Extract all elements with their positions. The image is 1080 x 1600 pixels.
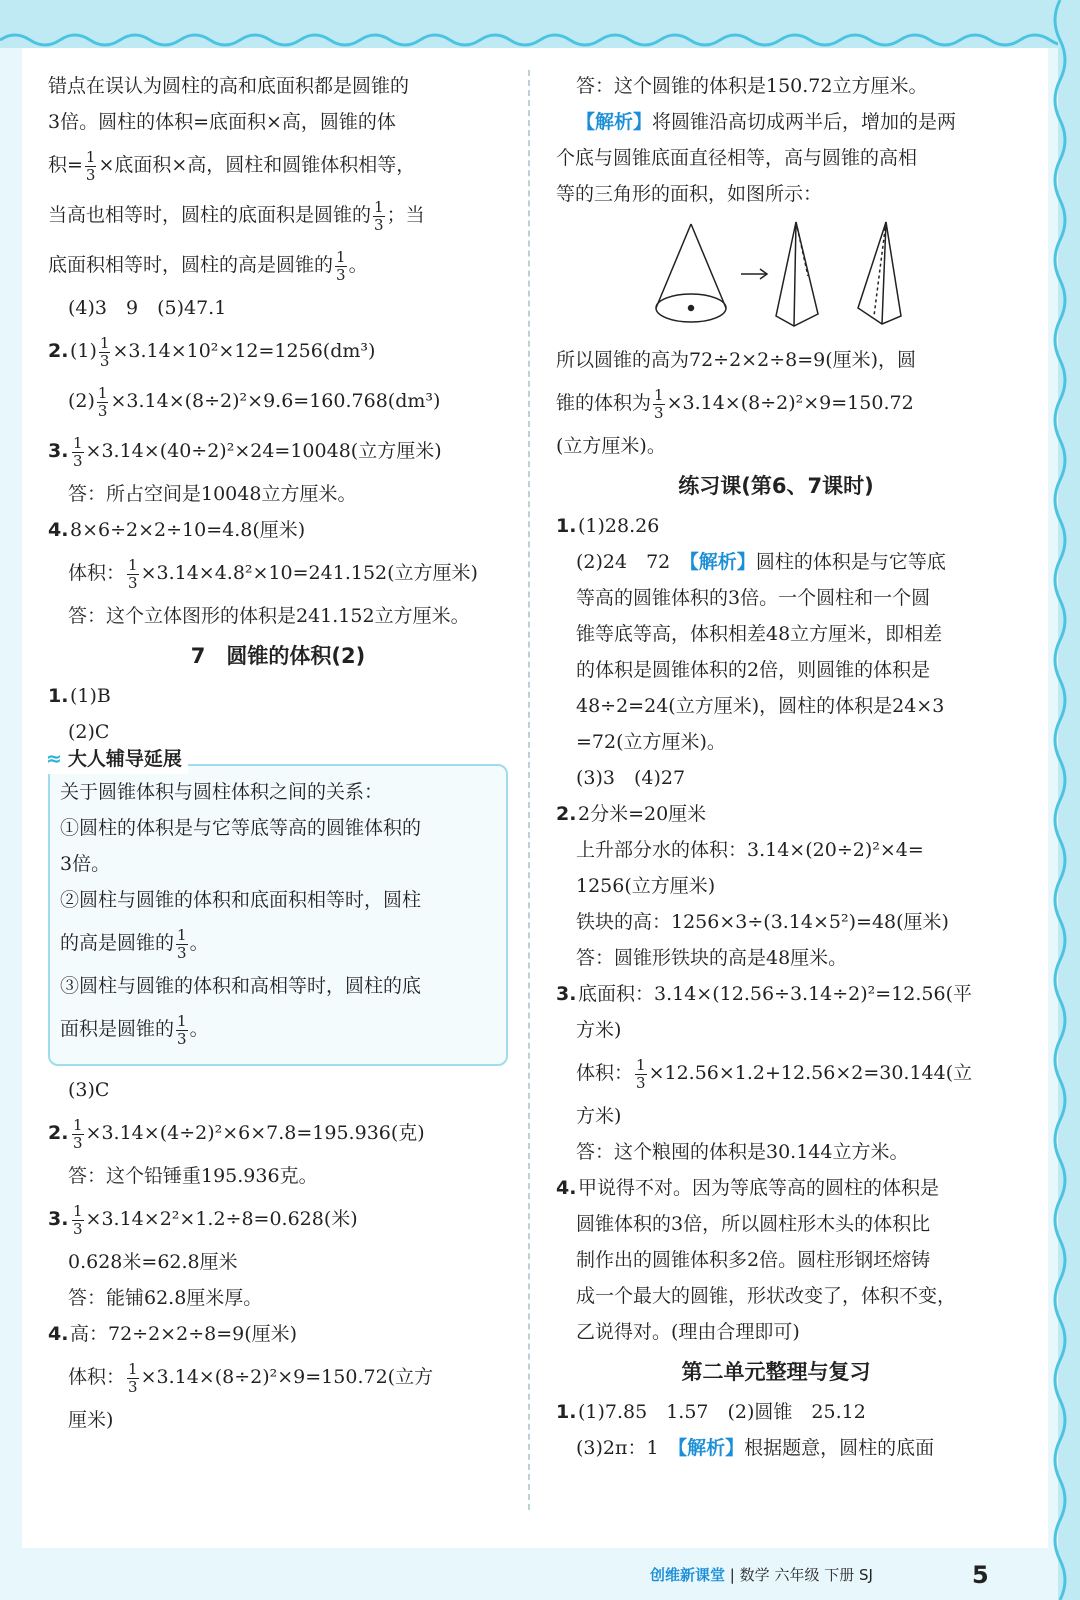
fraction-one-third: $\frac{1}{3}$ bbox=[85, 147, 96, 184]
section-question-4: 4.高：72÷2×2÷8=9(厘米) bbox=[48, 1316, 508, 1352]
section-question-2: 2. $\frac{1}{3}$ ×3.14×(4÷2)²×6×7.8=195.936(克) bbox=[48, 1108, 508, 1158]
cone-diagram bbox=[556, 216, 996, 336]
fraction-one-third: $\frac{1}{3}$ bbox=[654, 385, 664, 422]
fraction-one-third: $\frac{1}{3}$ bbox=[99, 333, 110, 370]
question-number: 3. bbox=[48, 440, 69, 462]
guide-line: 面积是圆锥的 $\frac{1}{3}$ 。 bbox=[60, 1011, 209, 1048]
section-heading: 7 圆锥的体积(2) bbox=[190, 644, 366, 668]
fraction-one-third: $\frac{1}{3}$ bbox=[177, 1011, 187, 1048]
question-number: 2. bbox=[48, 1122, 69, 1144]
text-line: 3倍。圆柱的体积=底面积×高，圆锥的体 bbox=[48, 111, 396, 133]
guide-line: ①圆柱的体积是与它等底等高的圆锥体积的 bbox=[60, 817, 422, 839]
practice-question-1: 1.(1)28.26 bbox=[556, 508, 996, 544]
guide-line: 关于圆锥体积与圆柱体积之间的关系： bbox=[60, 781, 384, 803]
review-question-1: 1.(1)7.85 1.57 (2)圆锥 25.12 bbox=[556, 1394, 996, 1430]
text-line: 方米) bbox=[576, 1019, 622, 1041]
section-question-3: 3. $\frac{1}{3}$ ×3.14×2²×1.2÷8=0.628(米) bbox=[48, 1194, 508, 1244]
footer-separator: | bbox=[729, 1566, 735, 1584]
text-line: 锥等底等高，体积相差48立方厘米，即相差 bbox=[576, 623, 943, 645]
page-number: 5 bbox=[972, 1561, 989, 1589]
text-line: 圆锥体积的3倍，所以圆柱形木头的体积比 bbox=[576, 1213, 931, 1235]
question-4: 4.8×6÷2×2÷10=4.8(厘米) bbox=[48, 512, 508, 548]
half-cone-shape bbox=[776, 222, 818, 326]
analysis-tag: 【解析】 bbox=[576, 111, 653, 133]
text-line: 乙说得对。(理由合理即可) bbox=[576, 1321, 800, 1343]
answer-line: (3)C bbox=[68, 1079, 110, 1101]
answer-line: 答：这个圆锥的体积是150.72立方厘米。 bbox=[576, 75, 928, 97]
fraction-one-third: $\frac{1}{3}$ bbox=[128, 555, 138, 592]
footer-edition: SJ bbox=[859, 1566, 873, 1584]
question-number: 1. bbox=[48, 685, 69, 707]
guide-box bbox=[46, 748, 508, 1066]
analysis-line: 【解析】将圆锥沿高切成两半后，增加的是两 bbox=[576, 111, 957, 133]
fraction-one-third: $\frac{1}{3}$ bbox=[636, 1055, 646, 1092]
text-line: 等的三角形的面积，如图所示： bbox=[556, 183, 823, 205]
answer-line: 厘米) bbox=[68, 1409, 114, 1431]
answer-line: 0.628米=62.8厘米 bbox=[68, 1251, 238, 1273]
guide-line: 的高是圆锥的 $\frac{1}{3}$ 。 bbox=[60, 925, 209, 962]
answer-line: (3)3 (4)27 bbox=[576, 767, 686, 789]
answer-line: 答：能铺62.8厘米厚。 bbox=[68, 1287, 263, 1309]
text-line: (立方厘米)。 bbox=[556, 435, 666, 457]
fraction-one-third: $\frac{1}{3}$ bbox=[73, 433, 83, 470]
text-line: 当高也相等时，圆柱的底面积是圆锥的 $\frac{1}{3}$ ；当 bbox=[48, 197, 425, 234]
fraction-one-third: $\frac{1}{3}$ bbox=[177, 925, 187, 962]
answer-line: 答：这个铅锤重195.936克。 bbox=[68, 1165, 318, 1187]
question-2a: 2.(1) $\frac{1}{3}$ ×3.14×10²×12=1256(dm³) bbox=[48, 326, 508, 376]
footer-subject: 数学 bbox=[739, 1566, 770, 1584]
arrow-right-icon bbox=[741, 269, 767, 279]
question-number: 4. bbox=[48, 519, 69, 541]
question-number: 1. bbox=[556, 515, 577, 537]
analysis-line: (2)24 72 【解析】圆柱的体积是与它等底 bbox=[576, 551, 946, 573]
footer-grade: 六年级 bbox=[774, 1566, 820, 1584]
section-question-1: 1.(1)B bbox=[48, 678, 508, 714]
text-line: 铁块的高：1256×3÷(3.14×5²)=48(厘米) bbox=[576, 911, 949, 933]
cone-cut-figure bbox=[556, 216, 996, 336]
fraction-one-third: $\frac{1}{3}$ bbox=[128, 1359, 138, 1396]
footer-term: 下册 bbox=[824, 1566, 855, 1584]
text-line: 制作出的圆锥体积多2倍。圆柱形钢坯熔铸 bbox=[576, 1249, 931, 1271]
section-question-4-volume: 体积： $\frac{1}{3}$ ×3.14×(8÷2)²×9=150.72(立方 bbox=[68, 1359, 434, 1396]
answer-line: 答：所占空间是10048立方厘米。 bbox=[68, 483, 357, 505]
question-4-volume: 体积： $\frac{1}{3}$ ×3.14×4.8²×10=241.152(立方厘米) bbox=[68, 555, 478, 592]
analysis-line: (3)2π：1 【解析】根据题意，圆柱的底面 bbox=[576, 1437, 935, 1459]
question-number: 2. bbox=[48, 340, 69, 362]
section-heading: 第二单元整理与复习 bbox=[681, 1360, 871, 1384]
question-number: 2. bbox=[556, 803, 577, 825]
guide-title: ≈ 大人辅导延展 bbox=[46, 744, 188, 774]
cone-shape bbox=[656, 224, 726, 322]
fraction-one-third: $\frac{1}{3}$ bbox=[374, 197, 384, 234]
text-line: 体积： $\frac{1}{3}$ ×12.56×1.2+12.56×2=30.144(立 bbox=[576, 1055, 973, 1092]
text-line: =72(立方厘米)。 bbox=[576, 731, 726, 753]
fraction-one-third: $\frac{1}{3}$ bbox=[73, 1115, 83, 1152]
practice-question-3: 3.底面积：3.14×(12.56÷3.14÷2)²=12.56(平 bbox=[556, 976, 996, 1012]
analysis-tag: 【解析】 bbox=[689, 551, 756, 573]
fraction-one-third: $\frac{1}{3}$ bbox=[336, 247, 346, 284]
question-2b: (2) $\frac{1}{3}$ ×3.14×(8÷2)²×9.6=160.768(dm³) bbox=[68, 383, 441, 420]
page-footer bbox=[650, 1560, 1030, 1590]
text-line: 成一个最大的圆锥，形状改变了，体积不变， bbox=[576, 1285, 957, 1307]
column-divider bbox=[528, 70, 530, 1510]
practice-question-4: 4.甲说得不对。因为等底等高的圆柱的体积是 bbox=[556, 1170, 996, 1206]
text-line: 所以圆锥的高为72÷2×2÷8=9(厘米)，圆 bbox=[556, 349, 917, 371]
text-line: 等高的圆锥体积的3倍。一个圆柱和一个圆 bbox=[576, 587, 931, 609]
brand-name: 创维新课堂 bbox=[650, 1566, 726, 1584]
question-number: 4. bbox=[556, 1177, 577, 1199]
answer-line: 答：圆锥形铁块的高是48厘米。 bbox=[576, 947, 848, 969]
answer-line: 答：这个立体图形的体积是241.152立方厘米。 bbox=[68, 605, 470, 627]
analysis-tag: 【解析】 bbox=[677, 1437, 745, 1459]
guide-line: 3倍。 bbox=[60, 853, 111, 875]
answer-line: (4)3 9 (5)47.1 bbox=[68, 297, 227, 319]
text-line: 方米) bbox=[576, 1105, 622, 1127]
text-line: 1256(立方厘米) bbox=[576, 875, 716, 897]
fraction-one-third: $\frac{1}{3}$ bbox=[97, 383, 108, 420]
question-number: 3. bbox=[556, 983, 577, 1005]
waves-icon: ≈ bbox=[46, 748, 62, 770]
section-heading: 练习课(第6、7课时) bbox=[678, 474, 874, 498]
answer-line: 答：这个粮囤的体积是30.144立方米。 bbox=[576, 1141, 909, 1163]
question-number: 3. bbox=[48, 1208, 69, 1230]
text-line: 错点在误认为圆柱的高和底面积都是圆锥的 bbox=[48, 75, 410, 97]
practice-question-2: 2.2分米=20厘米 bbox=[556, 796, 996, 832]
left-column bbox=[48, 68, 508, 1438]
text-line: 48÷2=24(立方厘米)，圆柱的体积是24×3 bbox=[576, 695, 945, 717]
fraction-one-third: $\frac{1}{3}$ bbox=[73, 1201, 83, 1238]
text-line: 锥的体积为 $\frac{1}{3}$ ×3.14×(8÷2)²×9=150.72 bbox=[556, 385, 914, 422]
text-line: 底面积相等时，圆柱的高是圆锥的 $\frac{1}{3}$ 。 bbox=[48, 247, 368, 284]
question-number: 1. bbox=[556, 1401, 577, 1423]
text-line: 积= $\frac{1}{3}$ ×底面积×高，圆柱和圆锥体积相等， bbox=[48, 147, 416, 184]
text-line: 上升部分水的体积：3.14×(20÷2)²×4= bbox=[576, 839, 924, 861]
text-line: 的体积是圆锥体积的2倍，则圆锥的体积是 bbox=[576, 659, 931, 681]
question-3: 3. $\frac{1}{3}$ ×3.14×(40÷2)²×24=10048(立方厘米) bbox=[48, 426, 508, 476]
guide-line: ③圆柱与圆锥的体积和高相等时，圆柱的底 bbox=[60, 975, 422, 997]
right-column bbox=[556, 68, 996, 1466]
half-cone-shape bbox=[858, 222, 901, 324]
text-line: 个底与圆锥底面直径相等，高与圆锥的高相 bbox=[556, 147, 918, 169]
guide-line: ②圆柱与圆锥的体积和底面积相等时，圆柱 bbox=[60, 889, 422, 911]
answer-line: (2)C bbox=[68, 721, 110, 743]
question-number: 4. bbox=[48, 1323, 69, 1345]
